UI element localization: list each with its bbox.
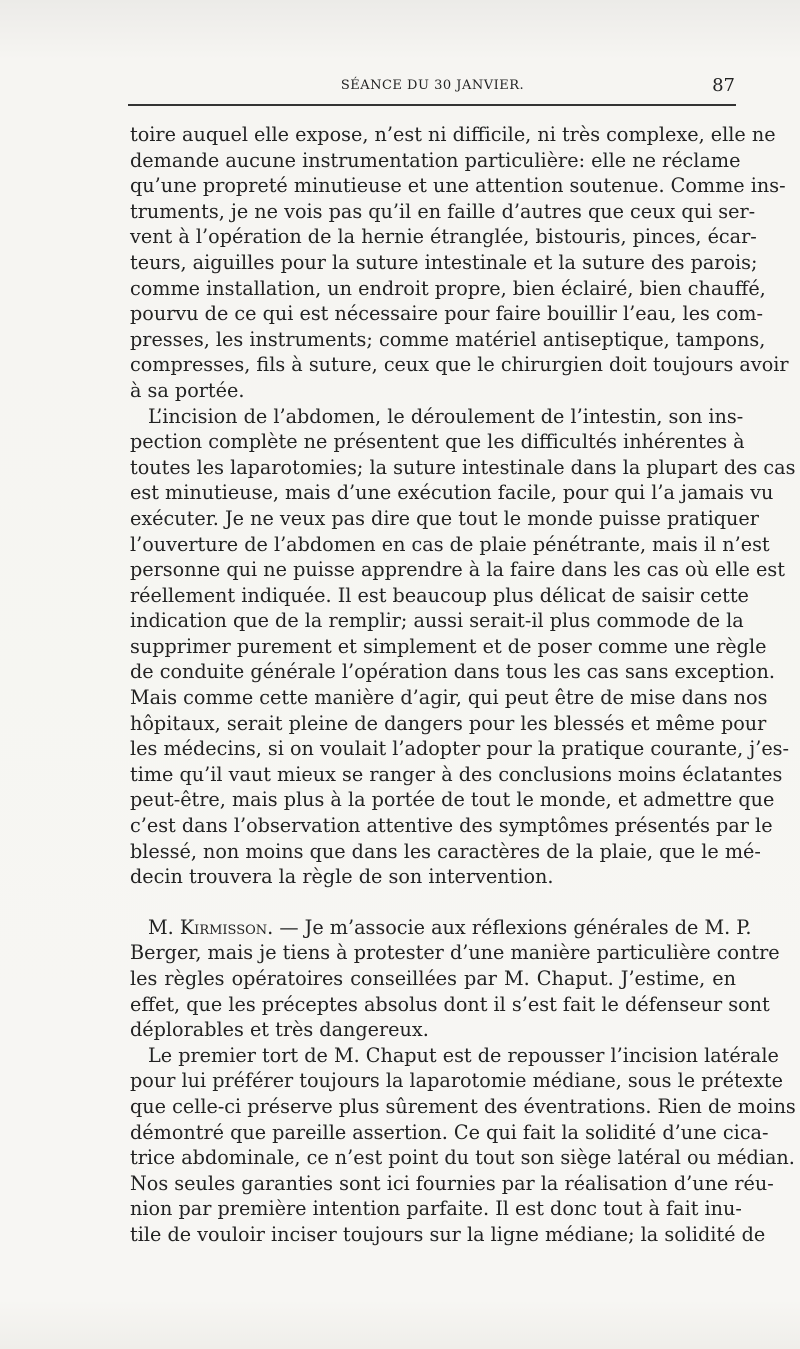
speaker-line bbox=[130, 915, 752, 941]
text-line: personne qui ne puisse apprendre à la faire dans les cas où elle est bbox=[130, 558, 785, 582]
text-line: les médecins, si on voulait l’adopter pour la pratique courante, j’es- bbox=[130, 737, 789, 761]
text-line: hôpitaux, serait pleine de dangers pour les blessés et même pour bbox=[130, 711, 767, 735]
text-line: peut-être, mais plus à la portée de tout le monde, et admettre que bbox=[130, 788, 775, 812]
text-line: pourvu de ce qui est nécessaire pour faire bouillir l’eau, les com- bbox=[130, 302, 763, 326]
text-line: qu’une propreté minutieuse et une attention soutenue. Comme ins- bbox=[130, 174, 786, 198]
text-line: L’incision de l’abdomen, le déroulement de l’intestin, son ins- bbox=[148, 404, 744, 428]
text-line: comme installation, un endroit propre, bien éclairé, bien chauffé, bbox=[130, 276, 766, 300]
paragraph-2 bbox=[130, 404, 796, 890]
text-line: les règles opératoires conseillées par M. Chaput. J’estime, en bbox=[130, 967, 736, 990]
text-line: c’est dans l’observation attentive des symptômes présentés par le bbox=[130, 814, 773, 838]
paragraph-gap bbox=[130, 890, 736, 915]
text-line: presses, les instruments; comme matériel antiseptique, tampons, bbox=[130, 327, 766, 351]
text-line: réellement indiquée. Il est beaucoup plus délicat de saisir cette bbox=[130, 583, 749, 607]
text-line: teurs, aiguilles pour la suture intestinale et la suture des parois; bbox=[130, 250, 758, 274]
speaker-line-text: — Je m’associe aux réflexions générales de M. P. bbox=[273, 915, 752, 939]
text-line: Mais comme cette manière d’agir, qui peut être de mise dans nos bbox=[130, 686, 768, 710]
text-line: est minutieuse, mais d’une exécution facile, pour qui l’a jamais vu bbox=[130, 481, 774, 505]
text-line: déplorables et très dangereux. bbox=[130, 1018, 429, 1042]
running-title: SÉANCE DU 30 JANVIER. bbox=[340, 78, 525, 93]
text-line: supprimer purement et simplement et de poser comme une règle bbox=[130, 634, 767, 658]
body-text bbox=[130, 122, 796, 1248]
text-line: time qu’il vaut mieux se ranger à des conclusions moins éclatantes bbox=[130, 762, 783, 786]
text-line: nion par première intention parfaite. Il est donc tout à fait inu- bbox=[130, 1197, 742, 1221]
text-line: pection complète ne présentent que les difficultés inhérentes à bbox=[130, 430, 745, 454]
text-line: toutes les laparotomies; la suture intestinale dans la plupart des cas bbox=[130, 455, 796, 479]
text-line: indication que de la remplir; aussi serait-il plus commode de la bbox=[130, 609, 744, 633]
text-line: vent à l’opération de la hernie étranglée, bistouris, pinces, écar- bbox=[130, 225, 757, 249]
text-line: toire auquel elle expose, n’est ni difficile, ni très complexe, elle ne bbox=[130, 123, 776, 146]
text-line: l’ouverture de l’abdomen en cas de plaie pénétrante, mais il n’est bbox=[130, 532, 770, 556]
page-number: 87 bbox=[712, 75, 735, 96]
paragraph-3 bbox=[130, 915, 780, 1043]
text-line: trice abdominale, ce n’est point du tout son siège latéral ou médian. bbox=[130, 1146, 795, 1170]
paragraph-1 bbox=[130, 122, 789, 404]
text-line: Berger, mais je tiens à protester d’une manière particulière contre bbox=[130, 941, 780, 965]
text-line: Le premier tort de M. Chaput est de repousser l’incision latérale bbox=[148, 1043, 779, 1067]
text-line: à sa portée. bbox=[130, 378, 245, 402]
text-line: effet, que les préceptes absolus dont il s’est fait le défenseur sont bbox=[130, 992, 770, 1016]
page-header bbox=[130, 75, 735, 99]
text-line: Nos seules garanties sont ici fournies par la réalisation d’une réu- bbox=[130, 1171, 774, 1195]
text-line: decin trouvera la règle de son intervention. bbox=[130, 865, 554, 889]
text-line: que celle-ci préserve plus sûrement des éventrations. Rien de moins bbox=[130, 1094, 796, 1118]
header-rule bbox=[128, 104, 736, 106]
text-line: démontré que pareille assertion. Ce qui fait la solidité d’une cica- bbox=[130, 1120, 769, 1144]
text-line: truments, je ne vois pas qu’il en faille d’autres que ceux qui ser- bbox=[130, 199, 756, 223]
text-line: compresses, fils à suture, ceux que le chirurgien doit toujours avoir bbox=[130, 353, 789, 377]
text-line: exécuter. Je ne veux pas dire que tout le monde puisse pratiquer bbox=[130, 506, 759, 530]
speaker-name: M. Kirmisson. bbox=[148, 915, 274, 939]
text-line: blessé, non moins que dans les caractères de la plaie, que le mé- bbox=[130, 839, 761, 863]
paragraph-4 bbox=[130, 1043, 796, 1248]
text-line: demande aucune instrumentation particulière: elle ne réclame bbox=[130, 148, 741, 172]
text-line: tile de vouloir inciser toujours sur la ligne médiane; la solidité de bbox=[130, 1222, 766, 1246]
text-line: pour lui préférer toujours la laparotomie médiane, sous le prétexte bbox=[130, 1069, 783, 1093]
text-line: de conduite générale l’opération dans tous les cas sans exception. bbox=[130, 660, 775, 684]
